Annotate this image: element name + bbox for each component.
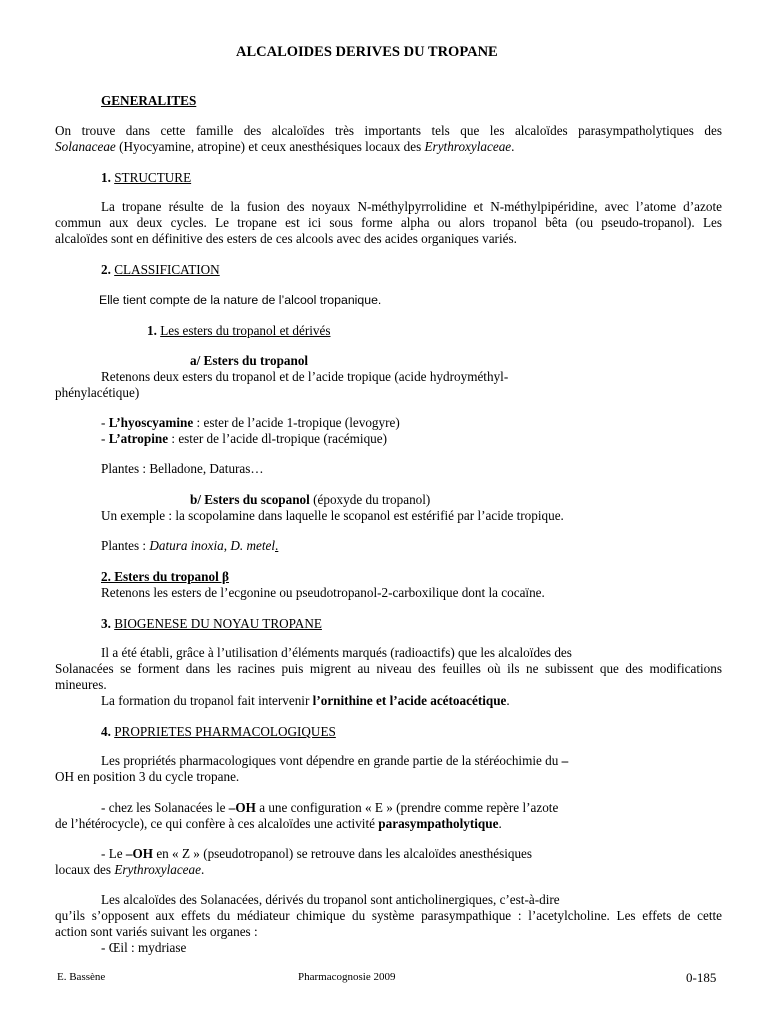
structure-paragraph-line: alcaloïdes sont en définitive des esters de ces alcools avec des acides organiques variés. xyxy=(55,231,517,246)
proprietes-line: - chez les Solanacées le –OH a une configuration « E » (prendre comme repère l’azote xyxy=(101,800,559,815)
structure-paragraph-line: La tropane résulte de la fusion des noyaux N-méthylpyrrolidine et N-méthylpipéridine, avec l’atome d’azote xyxy=(101,199,722,214)
scopanol-line: Un exemple : la scopolamine dans laquelle le scopanol est estérifié par l’acide tropique. xyxy=(101,508,564,523)
proprietes-list-item: - Œil : mydriase xyxy=(101,940,187,955)
classification-intro: Elle tient compte de la nature de l’alcool tropanique. xyxy=(99,293,382,307)
generalites-paragraph-line: On trouve dans cette famille des alcaloïdes très importants tels que les alcaloïdes parasympatholytiques des xyxy=(55,123,722,138)
plantes-line-a: Plantes : Belladone, Daturas… xyxy=(101,461,264,476)
esters-tropanol-line: phénylacétique) xyxy=(55,385,140,400)
plantes-line-b: Plantes : Datura inoxia, D. metel. xyxy=(101,538,279,553)
proprietes-line: action sont variés suivant les organes : xyxy=(55,924,258,939)
section-heading-generalites: GENERALITES xyxy=(101,93,197,108)
section-heading-classification: 2. CLASSIFICATION xyxy=(101,262,220,277)
subsection-heading-esters-beta: 2. Esters du tropanol β xyxy=(101,569,229,584)
proprietes-line: qu’ils s’opposent aux effets du médiateur chimique du système parasympathique : l’acetylcholine. Les effets de cette xyxy=(55,908,722,923)
page-number: 0-185 xyxy=(686,970,717,985)
document-title: ALCALOIDES DERIVES DU TROPANE xyxy=(236,44,498,60)
proprietes-line: Les propriétés pharmacologiques vont dépendre en grande partie de la stéréochimie du – xyxy=(101,753,569,768)
biogenese-line: Solanacées se forment dans les racines puis migrent au niveau des feuilles où ils ne subissent que des modifications xyxy=(55,661,722,676)
section-heading-proprietes: 4. PROPRIETES PHARMACOLOGIQUES xyxy=(101,724,336,739)
esters-beta-line: Retenons les esters de l’ecgonine ou pseudotropanol-2-carboxilique dont la cocaïne. xyxy=(101,585,545,600)
footer-course: Pharmacognosie 2009 xyxy=(298,971,396,983)
biogenese-line: La formation du tropanol fait intervenir l’ornithine et l’acide acétoacétique. xyxy=(101,693,510,708)
list-item-atropine: - L’atropine : ester de l’acide dl-tropique (racémique) xyxy=(101,431,388,446)
generalites-paragraph-line: Solanaceae (Hyocyamine, atropine) et ceux anesthésiques locaux des Erythroxylaceae. xyxy=(55,139,515,154)
footer-author: E. Bassène xyxy=(57,971,106,983)
subsubsection-heading-b: b/ Esters du scopanol (époxyde du tropanol) xyxy=(190,492,431,507)
esters-tropanol-line: Retenons deux esters du tropanol et de l’acide tropique (acide hydroyméthyl- xyxy=(101,369,509,384)
proprietes-line: Les alcaloïdes des Solanacées, dérivés du tropanol sont anticholinergiques, c’est-à-dire xyxy=(101,892,560,907)
biogenese-line: mineures. xyxy=(55,677,107,692)
proprietes-line: OH en position 3 du cycle tropane. xyxy=(55,769,240,784)
biogenese-line: Il a été établi, grâce à l’utilisation d’éléments marqués (radioactifs) que les alcaloïdes des xyxy=(101,645,572,660)
structure-paragraph-line: commun aux deux cycles. Le tropane est ici sous forme alpha ou alors tropanol bêta (ou pseudo-tropanol). Les xyxy=(55,215,722,230)
subsubsection-heading-a: a/ Esters du tropanol xyxy=(190,353,309,368)
proprietes-line: - Le –OH en « Z » (pseudotropanol) se retrouve dans les alcaloïdes anesthésiques xyxy=(101,846,533,861)
proprietes-line: de l’hétérocycle), ce qui confère à ces alcaloïdes une activité parasympatholytique. xyxy=(55,816,502,831)
list-item-hyoscyamine: - L’hyoscyamine : ester de l’acide 1-tropique (levogyre) xyxy=(101,415,400,430)
proprietes-line: locaux des Erythroxylaceae. xyxy=(55,862,205,877)
section-heading-structure: 1. STRUCTURE xyxy=(101,170,192,185)
subsection-heading-esters-tropanol: 1. Les esters du tropanol et dérivés xyxy=(147,323,331,338)
section-heading-biogenese: 3. BIOGENESE DU NOYAU TROPANE xyxy=(101,616,322,631)
